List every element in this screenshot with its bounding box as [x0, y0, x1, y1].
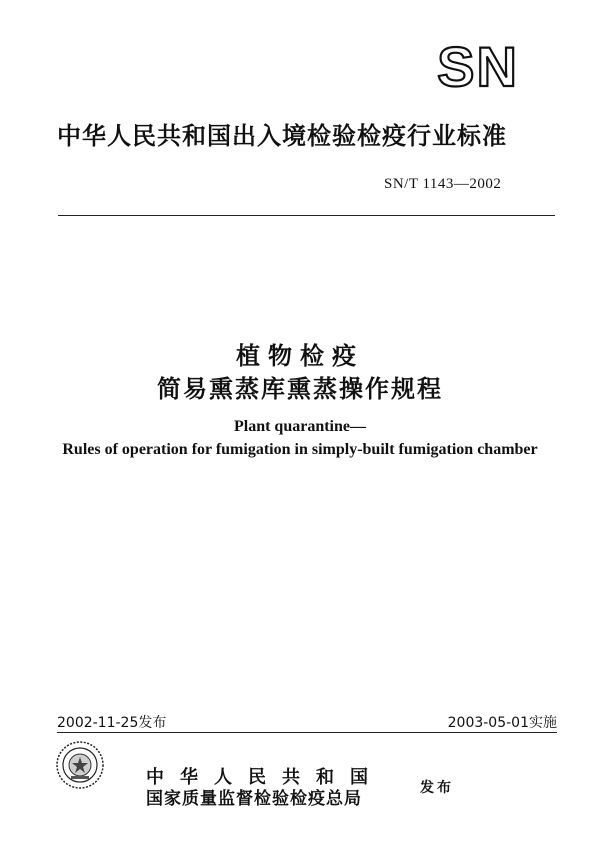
- issue-date: 2002-11-25发布: [57, 715, 167, 731]
- standard-type-heading: 中华人民共和国出入境检验检疫行业标准: [57, 122, 507, 150]
- document-title-en-line2: Rules of operation for fumigation in simply-built fumigation chamber: [62, 441, 538, 458]
- document-title-cn: 植物检疫: [236, 342, 364, 370]
- implementation-date: 2003-05-01实施: [447, 715, 557, 731]
- issuer-agency: 国家质量监督检验检疫总局: [146, 789, 362, 809]
- release-label: 发布: [420, 780, 454, 796]
- header-divider: [58, 215, 555, 216]
- standard-number: SN/T 1143—2002: [384, 176, 502, 192]
- footer-divider: [57, 732, 557, 733]
- document-title-en-line1: Plant quarantine—: [233, 418, 366, 435]
- sn-logo-text: SN: [437, 40, 519, 92]
- sn-logo: [418, 40, 538, 92]
- national-emblem-icon: [55, 740, 105, 790]
- document-subtitle-cn: 简易熏蒸库熏蒸操作规程: [157, 375, 443, 403]
- issuer-country: 中华人民共和国: [146, 767, 384, 788]
